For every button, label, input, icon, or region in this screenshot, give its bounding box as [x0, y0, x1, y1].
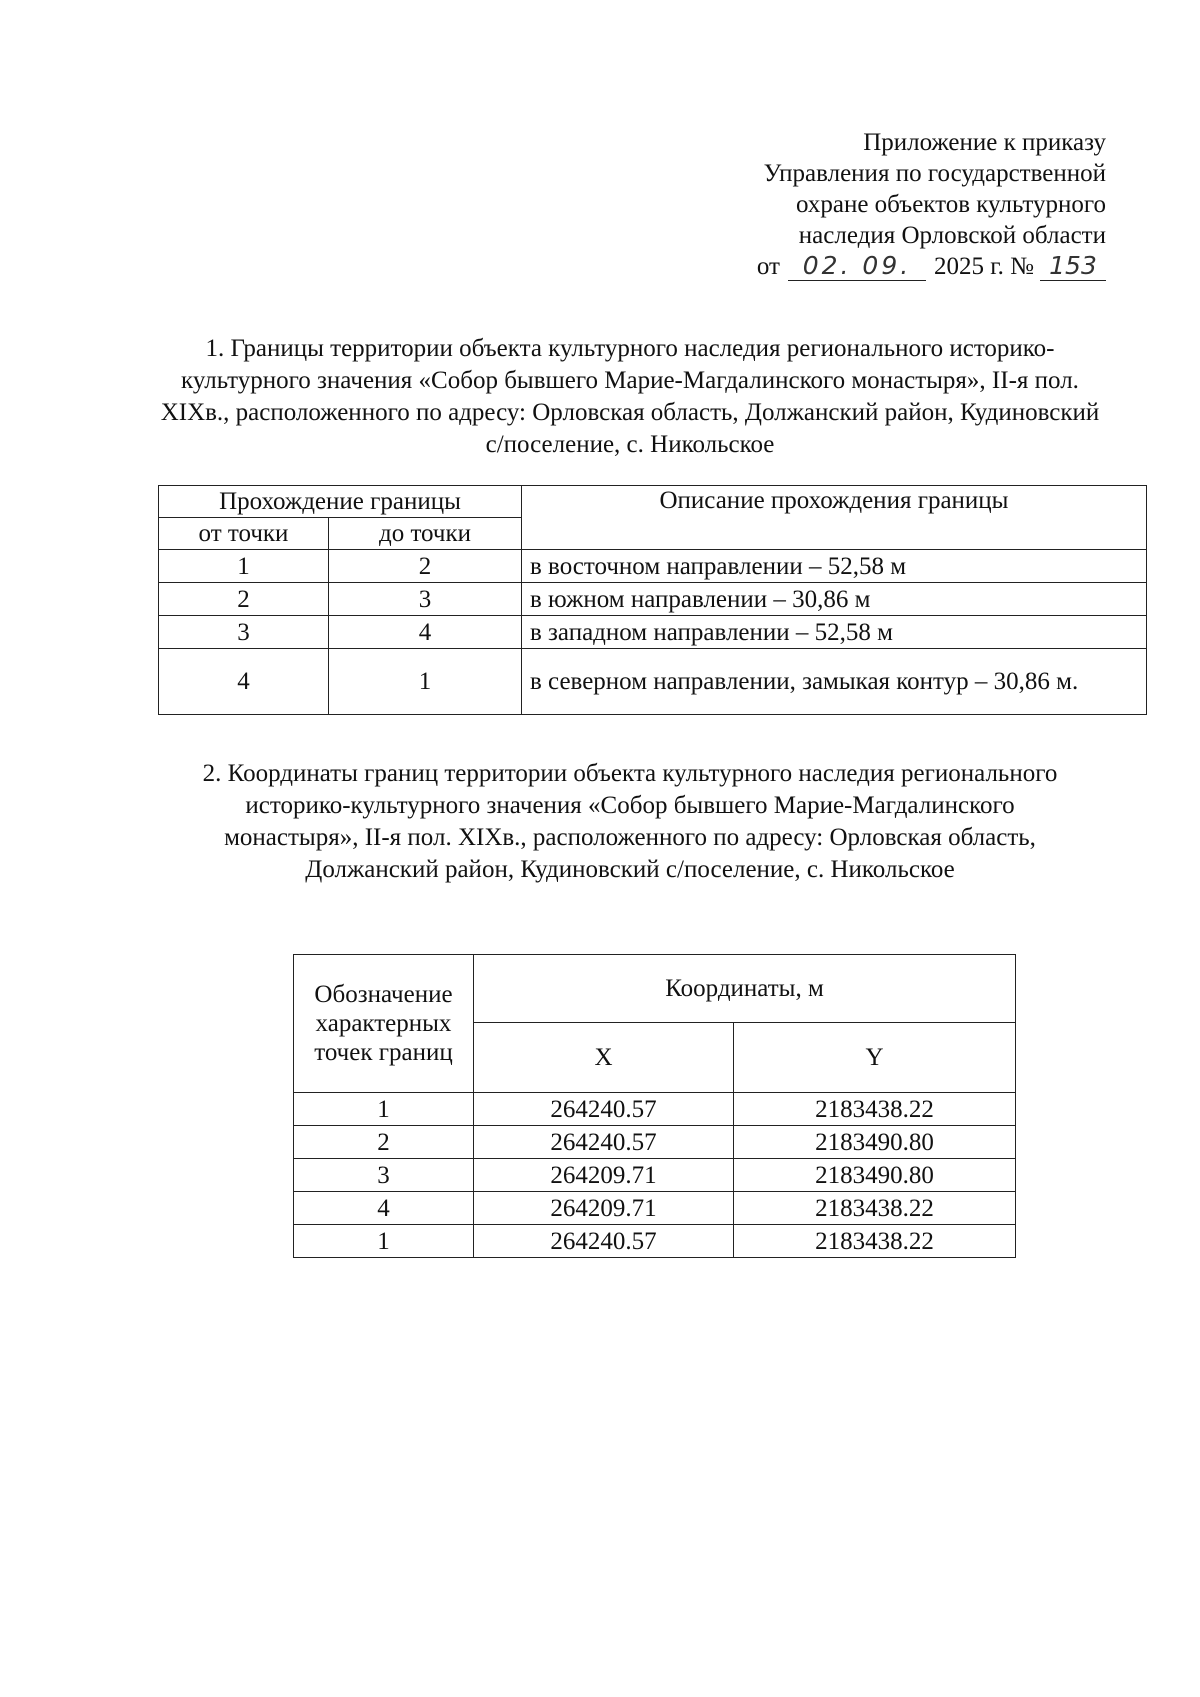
cell-y: 2183490.80	[734, 1159, 1016, 1192]
coord-header-x: X	[474, 1023, 734, 1093]
cell-y: 2183438.22	[734, 1093, 1016, 1126]
cell-x: 264240.57	[474, 1093, 734, 1126]
cell-desc: в северном направлении, замыкая контур – 30,86 м.	[522, 649, 1147, 715]
boundary-header-desc: Описание прохождения границы	[522, 486, 1147, 550]
coordinates-table	[293, 954, 1016, 1258]
coord-header-point: Обозначение характерных точек границ	[294, 955, 474, 1093]
table-row	[159, 550, 1147, 583]
cell-point: 4	[294, 1192, 474, 1225]
table-row	[294, 1225, 1016, 1258]
appendix-line: Приложение к приказу	[863, 129, 1106, 156]
section-2-title: 2. Координаты границ территории объекта культурного наследия регионального историко-культурного значения «Собор бывшего Марие-Магдалинского монастыря», II-я пол. XIXв., расположенного по адресу: Орловская область, Должанский район, Кудиновский с/поселение, с. Никольское	[202, 760, 1058, 883]
table-row	[159, 649, 1147, 715]
coord-header-coords: Координаты, м	[474, 955, 1016, 1023]
cell-point: 1	[294, 1225, 474, 1258]
cell-y: 2183490.80	[734, 1126, 1016, 1159]
cell-point: 2	[294, 1126, 474, 1159]
cell-x: 264240.57	[474, 1126, 734, 1159]
cell-point: 1	[294, 1093, 474, 1126]
cell-to: 4	[329, 616, 522, 649]
date-prefix: от	[756, 253, 780, 280]
cell-to: 2	[329, 550, 522, 583]
boundary-table	[158, 485, 1147, 715]
handwritten-order-number: 153	[1040, 252, 1106, 281]
appendix-header	[660, 127, 1106, 282]
cell-point: 3	[294, 1159, 474, 1192]
cell-desc: в восточном направлении – 52,58 м	[522, 550, 1147, 583]
cell-x: 264240.57	[474, 1225, 734, 1258]
cell-to: 1	[329, 649, 522, 715]
table-row	[294, 1126, 1016, 1159]
appendix-line: охране объектов культурного	[795, 191, 1106, 218]
cell-x: 264209.71	[474, 1192, 734, 1225]
table-row	[294, 1093, 1016, 1126]
table-row	[294, 1159, 1016, 1192]
section-1-title: 1. Границы территории объекта культурного наследия регионального историко-культурного значения «Собор бывшего Марие-Магдалинского монастыря», II-я пол. XIXв., расположенного по адресу: Орловская область, Должанский район, Кудиновский с/поселение, с. Никольское	[160, 335, 1100, 458]
cell-y: 2183438.22	[734, 1192, 1016, 1225]
cell-y: 2183438.22	[734, 1225, 1016, 1258]
cell-from: 2	[159, 583, 329, 616]
table-row	[159, 616, 1147, 649]
handwritten-date: 02. 09.	[788, 252, 926, 281]
boundary-header-group: Прохождение границы	[159, 486, 522, 518]
cell-x: 264209.71	[474, 1159, 734, 1192]
cell-from: 3	[159, 616, 329, 649]
appendix-line: наследия Орловской области	[798, 222, 1106, 249]
cell-from: 4	[159, 649, 329, 715]
boundary-header-to: до точки	[329, 518, 522, 550]
cell-to: 3	[329, 583, 522, 616]
boundary-header-from: от точки	[159, 518, 329, 550]
table-row	[159, 583, 1147, 616]
cell-desc: в южном направлении – 30,86 м	[522, 583, 1147, 616]
order-date-line	[660, 251, 1106, 282]
cell-from: 1	[159, 550, 329, 583]
cell-desc: в западном направлении – 52,58 м	[522, 616, 1147, 649]
table-row	[294, 1192, 1016, 1225]
coord-header-y: Y	[734, 1023, 1016, 1093]
appendix-line: Управления по государственной	[763, 160, 1106, 187]
date-year: 2025 г. №	[933, 253, 1034, 280]
